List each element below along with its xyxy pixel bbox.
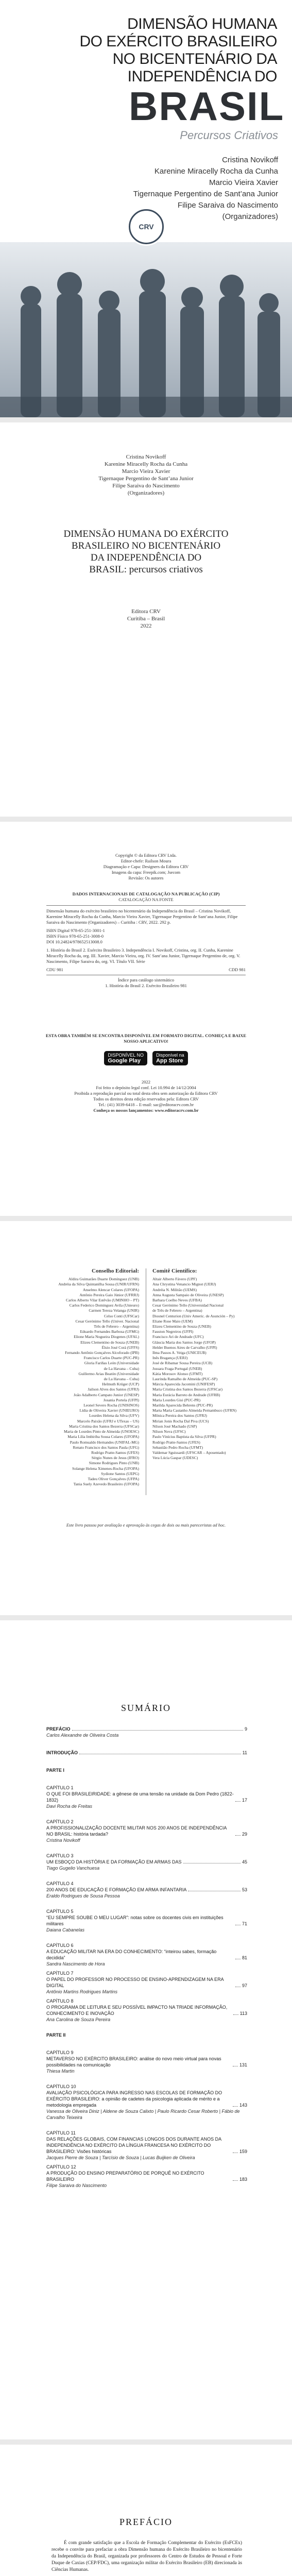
preface-text — [51, 2540, 242, 2576]
entry-title: A EDUCAÇÃO MILITAR NA ERA DO CONHECIMENTO: “inteirou sabes, formação decidida” — [46, 1949, 217, 1960]
entry-row — [46, 1791, 247, 1803]
council-member: Élsio José Corá (UFFS) — [101, 1345, 139, 1350]
entry-row — [46, 1767, 247, 1773]
cover-authors — [62, 155, 278, 223]
author-name: Tigernaque Pergentino de Sant’ana Junior — [98, 476, 194, 482]
cover-title-brasil: BRASIL — [129, 83, 285, 129]
credit-line: Imagens da capa: Freepik.com; Jsecom — [111, 870, 181, 875]
publisher-info — [0, 608, 292, 630]
entry-author: Tiago Gugelio Vanchuesa — [46, 1866, 100, 1871]
chapter-number: CAPÍTULO 9 — [46, 2050, 74, 2055]
entry-title: INTRODUÇÃO — [46, 1750, 78, 1755]
entry-author: Davi Rocha de Freitas — [46, 1804, 93, 1809]
council-member: Renato Francisco dos Santos Paula (UFG) — [73, 1445, 139, 1450]
google-play-badge[interactable] — [104, 1051, 147, 1065]
chapter-number: CAPÍTULO 2 — [46, 1819, 74, 1824]
chapter-number: CAPÍTULO 6 — [46, 1943, 74, 1948]
council-member: Marilda Aparecida Behrens (PUC-PR) — [152, 1403, 213, 1408]
classification-row — [46, 967, 246, 975]
entry-title: DAS RELAÇÕES GLOBAIS, COM FINANCIAS LONGOS DOS DURANTE ANOS DA INDEPENDÊNCIA NO EXÉRCITO DA LÍNGUA FRANCESA NO EXÉRCITO DO BRASILEIRO: Visões históricas — [46, 2137, 221, 2154]
entry-author: Filipe Saraiva do Nascimento — [46, 2183, 107, 2188]
entry-title: O PROGRAMA DE LEITURA E SEU POSSÍVEL IMPACTO NA TRIADE INFORMAÇÃO, CONHECIMENTO E INOVAÇÃO — [46, 2005, 228, 2016]
author-name: Cristina Novikoff — [222, 156, 278, 164]
soldiers-image — [0, 242, 292, 417]
chapter-number: CAPÍTULO 3 — [46, 1853, 74, 1858]
entry-row — [46, 1948, 247, 1961]
council-member: Leonel Severo Rocha (UNISINOS) — [83, 1403, 139, 1408]
council-member: Valdemar Sguissardi (UFSCAR – Aposentado) — [152, 1450, 226, 1455]
summary-entry[interactable] — [46, 1750, 247, 1756]
council-member: Anna Augusta Sampaio de Oliveira (UNESP) — [152, 1292, 224, 1297]
legal-year: 2022 — [142, 1079, 150, 1084]
council-member: Gloria Fariñas León (Universidade — [84, 1361, 139, 1366]
title-line: BRASILEIRO NO BICENTENÁRIO — [71, 540, 221, 551]
cdu: CDU 981 — [46, 967, 63, 972]
legal-block — [0, 1079, 292, 1113]
author-name: Tigernaque Pergentino de Sant’ana Junior — [133, 190, 278, 198]
entry-author: Sandra Nascimento de Hora — [46, 1961, 105, 1967]
entry-row — [46, 1825, 247, 1837]
catalog-card — [46, 891, 246, 989]
council-member: Barbara Coelho Neves (UFBA) — [152, 1298, 202, 1303]
isbn-digital: ISBN Digital 978-65-251-3001-1 — [46, 928, 105, 933]
store-badges — [0, 1051, 292, 1065]
entry-author: Cristina Novikoff — [46, 1838, 80, 1843]
council-member: Elizeu Clementino de Souza (UNEB) — [80, 1340, 139, 1345]
chapter-number: CAPÍTULO 11 — [46, 2130, 76, 2136]
entry-author: Thiesa Martin — [46, 2069, 75, 2074]
doi: DOI 10.24824/978652513008.0 — [46, 939, 102, 944]
entry-row — [46, 2032, 247, 2038]
entry-row — [46, 1726, 247, 1732]
entry-title: PREFÁCIO — [46, 1726, 71, 1732]
council-member: Maria Lourdes Gisi (PUC-PR) — [152, 1397, 201, 1402]
chapter-number: CAPÍTULO 5 — [46, 1909, 74, 1914]
council-member: Fauston Negreiros (UFPI) — [152, 1329, 194, 1334]
summary-entry[interactable] — [46, 1942, 247, 1967]
title-page — [0, 422, 292, 817]
entry-author: Eraldo Rodrigues de Sousa Pessoa — [46, 1893, 120, 1899]
page-number: 97 — [242, 1983, 247, 1988]
legal-line: Conheça os nossos lançamentos: www.editoracrv.com.br — [93, 1108, 199, 1113]
summary-entry[interactable] — [46, 1908, 247, 1933]
council-member: Lídia de Oliveira Xavier (UNIEURO) — [79, 1408, 139, 1413]
chapter-number: CAPÍTULO 1 — [46, 1785, 74, 1790]
entry-row — [46, 2170, 247, 2182]
credit-line: Revisão: Os autores — [128, 875, 164, 880]
credits-block — [0, 853, 292, 881]
entry-row — [46, 1914, 247, 1927]
council-member: Francisco Ari de Andrade (UFC) — [152, 1334, 204, 1340]
council-member: Elione Maria Nogueira Diogenes (UFAL) — [74, 1334, 139, 1340]
cdd: CDD 981 — [229, 967, 246, 972]
council-member: Jailson Alves dos Santos (UFRJ) — [88, 1387, 139, 1392]
dot-leader — [72, 1730, 243, 1731]
summary-entry[interactable] — [46, 1998, 247, 2023]
dot-leader — [235, 1835, 241, 1836]
council-page — [0, 1221, 292, 1615]
cover-page — [0, 0, 292, 417]
council-member: Rodrigo Pratte-Santos (UFES) — [152, 1439, 200, 1445]
entry-title: 200 ANOS DE EDUCAÇÃO E FORMAÇÃO EM ARMA INFANTARIA — [46, 1887, 187, 1892]
cover-title-line: NO BICENTENÁRIO DA — [112, 50, 277, 67]
council-member: Márcia Aparecida Jacomini (UNIFESP) — [152, 1382, 215, 1387]
author-name: Marcio Vieira Xavier — [122, 468, 170, 474]
publisher-name: Editora CRV — [131, 608, 161, 615]
summary-entry[interactable] — [46, 2083, 247, 2121]
council-member: Solange Helena Ximenes-Rocha (UFOPA) — [72, 1466, 139, 1471]
council-member: Altair Alberto Fávero (UPF) — [152, 1277, 197, 1282]
title-line: DIMENSÃO HUMANA DO EXÉRCITO — [63, 529, 229, 539]
council-member: de Três de Febrero – Argentina) — [152, 1308, 202, 1313]
summary-entry[interactable] — [46, 2164, 247, 2189]
council-member: Ilma Passos A. Veiga (UNICEUB) — [152, 1350, 207, 1355]
council-member: Vera Lúcia Gaspar (UDESC) — [152, 1455, 198, 1461]
preface-title: PREFÁCIO — [119, 2517, 173, 2527]
council-member: Laurinda Ramalho de Almeida (PUC-SP) — [152, 1377, 218, 1382]
summary-entry[interactable] — [46, 2130, 247, 2161]
council-member: Mônica Pereira dos Santos (UFRJ) — [152, 1413, 207, 1418]
page-number: 29 — [242, 1832, 247, 1837]
chapter-number: CAPÍTULO 8 — [46, 1998, 74, 2004]
preface-page — [0, 2445, 292, 2576]
cover-subtitle: Percursos Criativos — [180, 129, 278, 142]
council-member: Cesar Gerónimo Tello (Universidad Nacional — [152, 1303, 224, 1308]
entry-author: Ana Carolina de Souza Pereira — [46, 2017, 111, 2022]
page-separator — [0, 817, 292, 822]
title-line: DA INDEPENDÊNCIA DO — [90, 552, 202, 563]
page-number: 11 — [242, 1750, 247, 1755]
page-separator — [0, 1216, 292, 1221]
council-member: Nilson José Machado (USP) — [152, 1423, 197, 1429]
chapter-number: CAPÍTULO 12 — [46, 2164, 76, 2170]
title-line: BRASIL: percursos criativos — [89, 564, 203, 575]
council-member: João Adalberto Campato Junior (UNESP) — [74, 1392, 139, 1397]
author-name: Filipe Saraiva do Nascimento — [177, 201, 278, 210]
council-list — [31, 1277, 139, 1487]
council-member: Ana Chrystina Venancio Mignot (UERJ) — [152, 1282, 216, 1287]
page-number: 45 — [242, 1859, 247, 1865]
council-member: Eduardo Fernandes Barbosa (UFMG) — [80, 1329, 139, 1334]
publisher-logo — [129, 209, 164, 244]
entry-row — [46, 2056, 247, 2068]
entry-title: PARTE II — [46, 2032, 66, 2038]
page-separator — [0, 417, 292, 422]
summary-entry[interactable] — [46, 2032, 247, 2038]
page-number: 113 — [239, 2011, 247, 2016]
council-member: Sérgio Nunes de Jesus (IFRO) — [91, 1455, 139, 1461]
council-member: Anselmo Alencar Colares (UFOPA) — [82, 1287, 139, 1292]
credit-line: Diagramação e Capa: Designers da Editora CRV — [103, 864, 189, 869]
credit-line: Editor-chefe: Railson Moura — [121, 858, 171, 863]
summary-entry[interactable] — [46, 1880, 247, 1899]
legal-line: Proibida a reprodução parcial ou total desta obra sem autorização da Editora CRV — [74, 1091, 218, 1096]
google-play-label: Google Play — [108, 1058, 141, 1064]
dot-leader — [233, 2180, 238, 2181]
summary-entry[interactable] — [46, 1767, 247, 1773]
page-number: 17 — [242, 1798, 247, 1803]
dot-leader — [233, 2014, 238, 2015]
council-member: Andréia da Silva Quintanilha Sousa (UNIR/UFRN) — [58, 1282, 139, 1287]
app-store-badge[interactable] — [152, 1051, 188, 1065]
page-number: 183 — [239, 2177, 247, 2182]
committee-heading: Comitê Científico: — [152, 1268, 197, 1274]
catalog-index: 1. História do Brasil 2. Exército Brasileiro 981 — [105, 983, 187, 988]
council-member: Paulo Vinícius Baptista da Silva (UFPR) — [152, 1434, 216, 1439]
council-member: Maria Cristina dos Santos Bezerra (UFSCar) — [152, 1387, 223, 1392]
entry-title: A PRODUÇÃO DO ENSINO PREPARATÓRIO DE PORQUÊ NO EXÉRCITO BRASILEIRO — [46, 2171, 204, 2182]
summary-entry[interactable] — [46, 1726, 247, 1738]
council-member: Tadeu Oliver Gonçalves (UFPA) — [88, 1476, 139, 1481]
google-play-top: DISPONÍVEL NO — [108, 1053, 144, 1058]
entry-author: Jacques Pierre de Souza | Tarcísio de Souza | Lucas Buijken de Oliveira — [46, 2155, 195, 2160]
council-member: José de Ribamar Sousa Pereira (UCB) — [152, 1361, 213, 1366]
summary-page — [0, 1620, 292, 2439]
entry-title: A PROFISSIONALIZAÇÃO DOCENTE MILITAR NOS 200 ANOS DE INDEPENDÊNCIA NO BRASIL: história tardada? — [46, 1825, 227, 1837]
preface-paragraph: É com grande satisfação que a Escola de Formação Complementar do Exército (EsFCEx) recebe o convite para prefaciar a obra Dimensão humana do Exército Brasileiro no bicentenário da Independência do Brasil, organizada por professores do Centro de Estudos de Pessoal e Forte Duque de Caxias (CEP/FDC), uma organização militar do Exército Brasileiro (EB) direcionada às Ciências Humanas. — [51, 2540, 242, 2572]
summary-entry[interactable] — [46, 2049, 247, 2074]
entry-row — [46, 1750, 247, 1756]
title-page-title — [21, 528, 271, 575]
entry-row — [46, 1976, 247, 1989]
council-member: Diosnel Centurion (Univ Americ. de Asunción – Py) — [152, 1313, 235, 1318]
catalog-index-heading: Índice para catálogo sistemático — [117, 977, 175, 982]
page-number: 9 — [244, 1726, 247, 1732]
organizers-label: (Organizadores) — [127, 490, 165, 496]
cover-title-line: DIMENSÃO HUMANA — [127, 15, 277, 32]
council-member: Guillermo Arias Beatón (Universidade — [78, 1371, 139, 1376]
council-member: Kátia Morosov Alonso (UFMT) — [152, 1371, 203, 1376]
council-member: Carlos Federico Dominguez Avila (Unieuro) — [69, 1303, 139, 1308]
entry-row — [46, 1859, 247, 1865]
council-member: Mirian Jonis Rocha Dal Piva (UCS) — [152, 1418, 209, 1423]
author-name: Marcio Vieira Xavier — [209, 178, 278, 187]
catalog-text: Dimensão humana do exército brasileiro no bicentenário da Independência do Brasil – Cristina Novikoff, Karenine Miracelly Rocha da Cunha, Marcio Vieira Xavier, Tigernaque Pergentino de Sant’ana Junior, Filipe Saraiva do Nascimento (Organizadores) – Curitiba : CRV, 2022. 292 p. — [46, 905, 246, 925]
entry-row — [46, 2090, 247, 2108]
entry-title: METAVERSO NO EXÉRCITO BRASILEIRO: análise do novo meio virtual para novas possibilidades na comunicação — [46, 2056, 221, 2067]
summary-title: SUMÁRIO — [121, 1703, 171, 1713]
council-member: Maria Lília Imbiriba Sousa Colares (UFOPA) — [67, 1434, 139, 1439]
chapter-number: CAPÍTULO 4 — [46, 1881, 74, 1886]
committee-list — [152, 1277, 266, 1461]
council-member: Helder Buenos Aires de Carvalho (UFPI) — [152, 1345, 217, 1350]
scientific-committee — [152, 1268, 266, 1461]
publisher-city: Curitiba – Brasil — [127, 616, 165, 622]
legal-line: Tel.: (41) 3039-6418 – E-mail: sac@editoracrv.com.br — [98, 1102, 194, 1107]
page-number: 159 — [239, 2149, 247, 2154]
page-number: 81 — [242, 1955, 247, 1960]
council-member: Nilson Nova (UFSC) — [152, 1429, 186, 1434]
catalog-heading: DADOS INTERNACIONAIS DE CATALOGAÇÃO NA PUBLICAÇÃO (CIP) — [72, 891, 220, 896]
legal-line: Todos os direitos desta edição reservados pela: Editora CRV — [93, 1096, 199, 1101]
page-number: 53 — [242, 1887, 247, 1892]
entry-author: Vanessa de Oliveira Diniz | Aldene de Souza Calixto | Paulo Ricardo Cesar Roberto | Fábio de Carvalho Teixeira — [46, 2109, 240, 2120]
council-member: Gláucia Maria dos Santos Jorge (UFOP) — [152, 1340, 216, 1345]
entry-author: Antônio Martins Rodrigues Martins — [46, 1989, 118, 1994]
council-member: Paulo Romualdo Hernandes (UNIFAL-MG) — [70, 1439, 139, 1445]
page-separator — [0, 2439, 292, 2445]
council-member: Cesar Gerónimo Tello (Univer. Nacional — [75, 1318, 139, 1324]
council-member: Elizeu Clementino de Souza (UNEB) — [152, 1324, 211, 1329]
app-store-label: App Store — [156, 1058, 183, 1064]
page-number: 71 — [242, 1921, 247, 1926]
organizers-label: (Organizadores) — [222, 212, 278, 221]
isbn-print: ISBN Físico 978-65-251-3008-0 — [46, 934, 104, 939]
entry-row — [46, 2136, 247, 2155]
entry-row — [46, 2004, 247, 2016]
editorial-council — [31, 1268, 139, 1487]
entry-row — [46, 1887, 247, 1893]
council-member: Maria Cristina dos Santos Bezerra (UFSCar) — [68, 1423, 139, 1429]
entry-title: PARTE I — [46, 1768, 64, 1773]
council-member: de La Havana – Cuba) — [104, 1366, 139, 1371]
entry-title: AVALIAÇÃO PSICOLÓGICA PARA INGRESSO NAS ESCOLAS DE FORMAÇÃO DO EXÉRCITO BRASILEIRO: a opinião de cadetes da psicologia aplicada de mérito e a metodologia empregada — [46, 2090, 222, 2108]
credit-line: Copyright © da Editora CRV Ltda. — [115, 853, 177, 858]
council-member: Rodrigo Pratte-Santos (UFES) — [91, 1450, 139, 1455]
council-member: Celso Conti (UFSCar) — [104, 1313, 139, 1318]
council-member: Simone Rodrigues Pinto (UNB) — [89, 1461, 139, 1466]
council-member: Maria de Lourdes Pinto de Almeida (UNOESC) — [64, 1429, 139, 1434]
page-number: 131 — [239, 2062, 247, 2067]
council-member: Sydione Santos (UEPG) — [101, 1471, 139, 1476]
entry-author: Daiana Cabanelas — [46, 1927, 85, 1933]
council-member: Fernando Antônio Gonçalves Alcoforado (IPB) — [65, 1350, 139, 1355]
summary-entry[interactable] — [46, 1819, 247, 1843]
author-name: Karenine Miracelly Rocha da Cunha — [154, 167, 278, 176]
summary-entry[interactable] — [46, 1853, 247, 1871]
page-number: 143 — [239, 2103, 247, 2108]
council-member: Sebastião Pedro Rocha (UFMT) — [152, 1445, 203, 1450]
entry-author: Carlos Alexandre de Oliveira Costa — [46, 1733, 119, 1738]
dot-leader — [233, 2106, 238, 2107]
council-member: Inês Bragança (UERJ) — [152, 1355, 188, 1361]
council-member: Josania Portela (UFPI) — [103, 1397, 139, 1402]
title-page-authors — [0, 453, 292, 497]
catalog-subheading: CATALOGAÇÃO NA FONTE — [118, 897, 174, 902]
council-member: Três de Febrero – Argentina) — [94, 1324, 139, 1329]
council-member: Marcelo Paixão (UFRJ e UTexas – US) — [77, 1418, 139, 1423]
author-name: Karenine Miracelly Rocha da Cunha — [104, 461, 188, 467]
council-member: Marta Maria Castanho Almeida Pernambuco (UFRN) — [152, 1408, 237, 1413]
council-member: Antônio Pereira Gaio Júnior (UFRRJ) — [79, 1292, 139, 1297]
cover-photo — [0, 242, 292, 417]
cover-title-line: DO EXÉRCITO BRASILEIRO — [79, 33, 277, 50]
council-member: Carlos Alberto Vilar Estêvão (UMINHO – PT) — [66, 1298, 139, 1303]
council-member: Maria Eurácia Barreto de Andrade (UFRB) — [152, 1392, 220, 1397]
dot-leader — [235, 1801, 241, 1802]
entry-title: “EU SEMPRE SOUBE O MEU LUGAR”: notas sobre os docentes civis em instituições militares — [46, 1915, 224, 1926]
council-member: Jussara Fraga Portugal (UNEB) — [152, 1366, 202, 1371]
legal-line: Foi feito o depósito legal conf. Lei 10.994 de 14/12/2004 — [96, 1085, 196, 1090]
council-member: Andréia N. Militão (UEMS) — [152, 1287, 197, 1292]
chapter-number: CAPÍTULO 10 — [46, 2084, 76, 2089]
app-promo: ESTA OBRA TAMBÉM SE ENCONTRA DISPONÍVEL EM FORMATO DIGITAL. CONHEÇA E BAIXE NOSSO APLICATIVO! — [45, 1033, 247, 1044]
subjects: 1. História do Brasil 2. Exército Brasileiro 3. Independência I. Novikoff, Cristina, org. II. Cunha, Karenine Miracelly Rocha da, org. III. Xavier, Marcio Vieira, org. IV. Sant’ana Junior, Tigernaque Pergentino de, org. V. Nascimento, Filipe Saraiva do, org. VI. Título VII. Série — [46, 947, 241, 964]
council-member: de La Havana – Cuba) — [104, 1377, 139, 1382]
page-separator — [0, 1615, 292, 1620]
cover-title-line: INDEPENDÊNCIA DO — [127, 68, 277, 85]
app-store-top: Disponível na — [156, 1053, 184, 1058]
council-member: Carmen Tereza Velanga (UNIR) — [89, 1308, 139, 1313]
council-member: Lourdes Helena da Silva (UFV) — [89, 1413, 139, 1418]
entry-title: UM ESBOÇO DA HISTÓRIA E DA FORMAÇÃO EM ARMAS DAS — [46, 1859, 182, 1865]
summary-entry[interactable] — [46, 1785, 247, 1809]
publisher-year: 2022 — [140, 623, 152, 629]
peer-review-note: Este livro passou por avaliação e aprovação às cegas de dois ou mais pareceristas ad hoc. — [66, 1522, 226, 1528]
chapter-number: CAPÍTULO 7 — [46, 1971, 74, 1976]
council-member: Tania Suely Azevedo Brasileiro (UFOPA) — [73, 1482, 139, 1487]
entry-title: O QUE FOI BRASILEIRIDADE: a gênese de uma tensão na unidade da Dom Pedro (1822-1832) — [46, 1791, 234, 1803]
entry-title: O PAPEL DO PROFESSOR NO PROCESSO DE ENSINO-APRENDIZAGEM NA ERA DIGITAL — [46, 1977, 224, 1988]
council-heading: Conselho Editorial: — [92, 1268, 139, 1274]
council-member: Helmuth Krüger (UCP) — [102, 1382, 139, 1387]
council-member: Aldira Guimarães Duarte Domínguez (UNB) — [68, 1277, 139, 1282]
copyright-page — [0, 822, 292, 1216]
author-name: Filipe Saraiva do Nascimento — [112, 483, 180, 489]
council-member: Eliane Rose Maio (UEM) — [152, 1318, 193, 1324]
logo-text: CRV — [139, 223, 154, 231]
council-member: Francisco Carlos Duarte (PUC-PR) — [83, 1355, 139, 1361]
summary-entry[interactable] — [46, 1970, 247, 1995]
author-name: Cristina Novikoff — [126, 454, 166, 460]
